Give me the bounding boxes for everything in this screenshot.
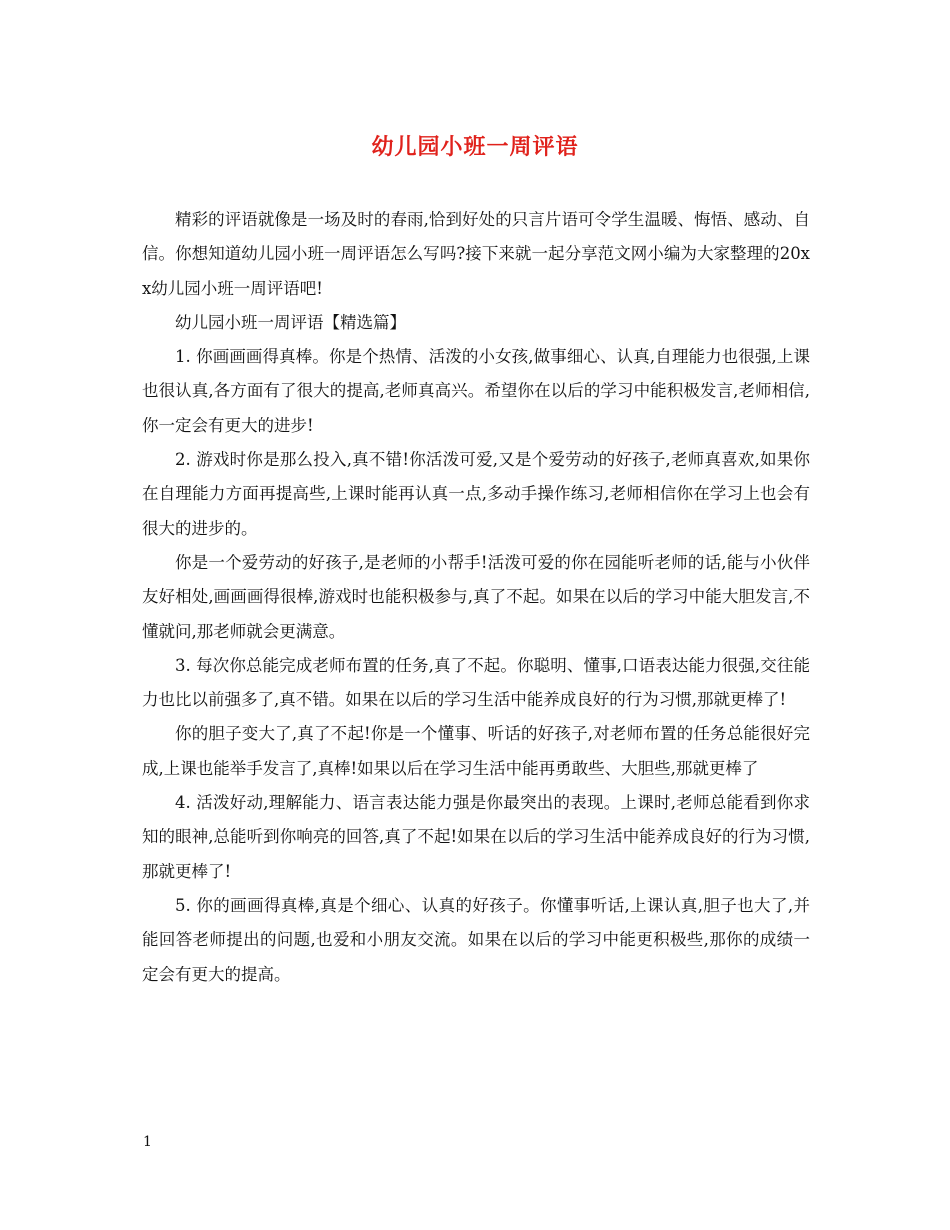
section-heading: 幼儿园小班一周评语【精选篇】 <box>175 312 406 332</box>
page-number: 1 <box>143 1134 152 1150</box>
paragraph-intro: 精彩的评语就像是一场及时的春雨,恰到好处的只言片语可令学生温暖、悔悟、感动、自信。你想知道幼儿园小班一周评语怎么写吗?接下来就一起分享范文网小编为大家整理的20xx幼儿园小班一周评语吧! <box>142 210 810 298</box>
paragraph-comment-4: 4. 活泼好动,理解能力、语言表达能力强是你最突出的表现。上课时,老师总能看到你求知的眼神,总能听到你响亮的回答,真了不起!如果在以后的学习生活中能养成良好的行为习惯,那就更棒了! <box>142 793 810 881</box>
paragraph-comment-2b: 你是一个爱劳动的好孩子,是老师的小帮手!活泼可爱的你在园能听老师的话,能与小伙伴友好相处,画画画得很棒,游戏时也能积极参与,真了不起。如果在以后的学习中能大胆发言,不懂就问,那老师就会更满意。 <box>142 552 810 641</box>
document-title: 幼儿园小班一周评语 <box>371 134 579 160</box>
paragraph-comment-3b: 你的胆子变大了,真了不起!你是一个懂事、听话的好孩子,对老师布置的任务总能很好完成,上课也能举手发言了,真棒!如果以后在学习生活中能再勇敢些、大胆些,那就更棒了 <box>142 724 810 778</box>
paragraph-comment-3: 3. 每次你总能完成老师布置的任务,真了不起。你聪明、懂事,口语表达能力很强,交往能力也比以前强多了,真不错。如果在以后的学习生活中能养成良好的行为习惯,那就更棒了! <box>142 655 810 710</box>
document-body <box>142 203 810 992</box>
paragraph-comment-5: 5. 你的画画得真棒,真是个细心、认真的好孩子。你懂事听话,上课认真,胆子也大了,并能回答老师提出的问题,也爱和小朋友交流。如果在以后的学习中能更积极些,那你的成绩一定会有更大的提高。 <box>142 895 810 984</box>
paragraph-comment-2: 2. 游戏时你是那么投入,真不错!你活泼可爱,又是个爱劳动的好孩子,老师真喜欢,如果你在自理能力方面再提高些,上课时能再认真一点,多动手操作练习,老师相信你在学习上也会有很大的进步的。 <box>142 450 810 538</box>
paragraph-comment-1: 1. 你画画画得真棒。你是个热情、活泼的小女孩,做事细心、认真,自理能力也很强,上课也很认真,各方面有了很大的提高,老师真高兴。希望你在以后的学习中能积极发言,老师相信,你一定会有更大的进步! <box>142 347 810 435</box>
